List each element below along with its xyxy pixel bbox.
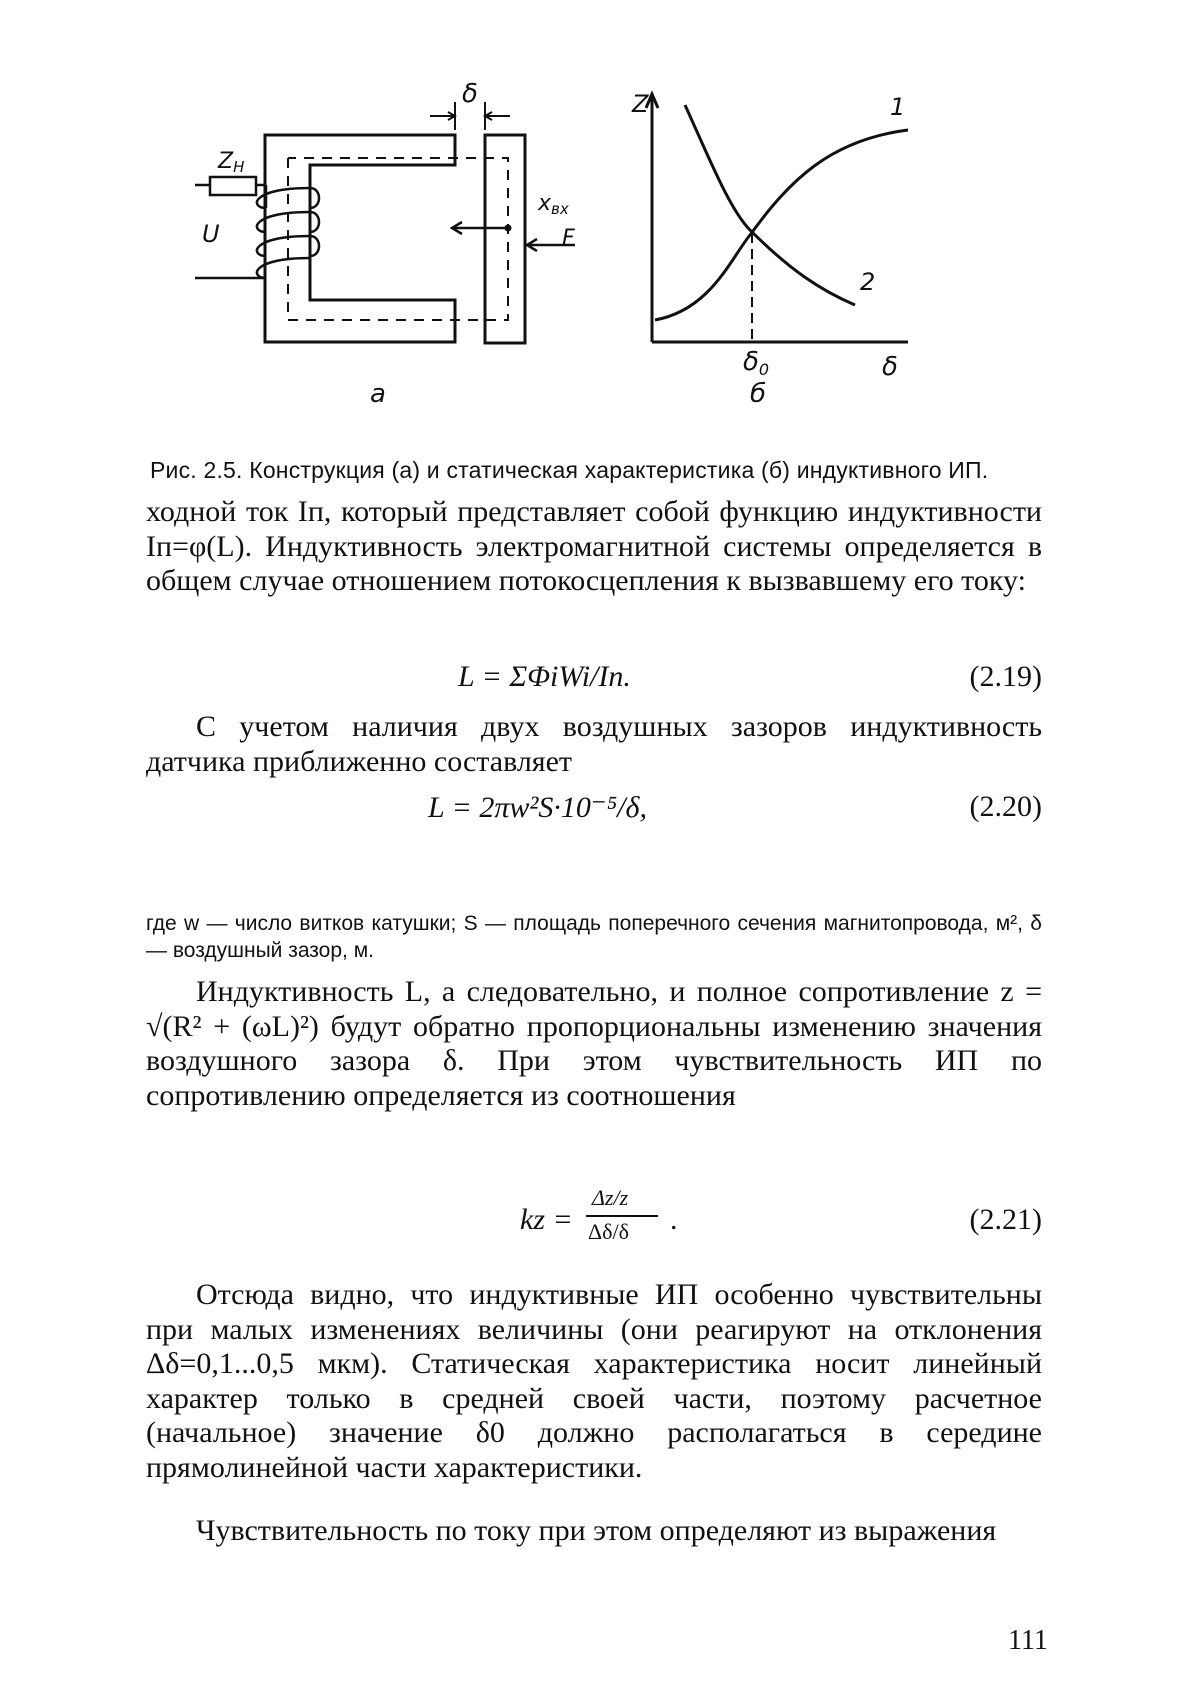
- page-number: 111: [1008, 1625, 1048, 1656]
- curve-2-label: 2: [860, 268, 876, 296]
- curve-1-label: 1: [890, 93, 906, 121]
- paragraph-2: С учетом наличия двух воздушных зазоров индуктивность датчика приближенно составляет: [146, 710, 1042, 778]
- armature-point: [505, 225, 512, 232]
- force-label: F: [562, 226, 575, 251]
- delta0-label: δ0: [743, 347, 770, 379]
- equation-2-21-tail: .: [670, 1203, 678, 1236]
- equation-2-21: [520, 1185, 700, 1265]
- paragraph-4: Отсюда видно, что индуктивные ИП особенно чувствительны при малых изменениях величины (они реагируют на отклонения Δδ=0,1...0,5 мкм). Статическая характеристика носит линейный характер только в средней своей части, поэтому расчетное (начальное) значение δ0 должно располагаться в середине прямолинейной части характеристики.: [146, 1278, 1042, 1484]
- voltage-label: U: [202, 220, 220, 248]
- panel-a-core: [265, 135, 525, 343]
- equation-2-21-denominator: Δδ/δ: [588, 1219, 629, 1244]
- figure-2-5: [190, 80, 1020, 460]
- equation-2-20: [146, 790, 1042, 830]
- panel-b-letter: б: [750, 379, 767, 409]
- flux-path-dashed: [288, 158, 508, 320]
- equation-2-21-number: (2.21): [969, 1203, 1042, 1236]
- equation-2-19: [146, 660, 1042, 700]
- paragraph-5: Чувствительность по току при этом определяют из выражения: [196, 1514, 997, 1547]
- paragraph-3: Индуктивность L, а следовательно, и полное сопротивление z = √(R² + (ωL)²) будут обратно пропорциональны изменению значения воздушного зазора δ. При этом чувствительность ИП по сопротивлению определяется из соотношения: [146, 975, 1042, 1112]
- load-impedance-label: ZH: [218, 149, 245, 176]
- paragraph-1: ходной ток Iп, который представляет собой функцию индуктивности Iп=φ(L). Индуктивность электромагнитной системы определяется в общем случае отношением потокосцепления к вызвавшему его току:: [146, 495, 1042, 597]
- input-x-label: xвх: [538, 191, 569, 218]
- input-arrows: [452, 222, 575, 251]
- equation-2-21-lhs: kz =: [520, 1203, 573, 1236]
- axis-x-label: δ: [882, 352, 898, 382]
- panel-b-axes: [646, 94, 908, 342]
- equation-2-21-numerator: Δz/z: [592, 1185, 629, 1210]
- curve-2: [685, 105, 855, 305]
- gap-label: δ: [462, 80, 478, 109]
- figure-drawing: [190, 80, 1020, 460]
- equation-2-19-number: (2.19): [969, 660, 1042, 693]
- equation-2-19-expr: L = ΣΦiWi/Iп.: [458, 660, 631, 693]
- axis-y-label: Z: [632, 90, 649, 118]
- equation-2-20-number: (2.20): [969, 790, 1042, 823]
- fraction-bar: [586, 1215, 658, 1217]
- figure-caption: Рис. 2.5. Конструкция (а) и статическая характеристика (б) индуктивного ИП.: [150, 457, 989, 483]
- variable-definitions: где w — число витков катушки; S — площадь поперечного сечения магнитопровода, м², δ — воздушный зазор, м.: [146, 912, 1042, 962]
- equation-2-20-expr: L = 2πw²S·10⁻⁵/δ,: [428, 791, 647, 824]
- panel-a-letter: а: [370, 379, 386, 409]
